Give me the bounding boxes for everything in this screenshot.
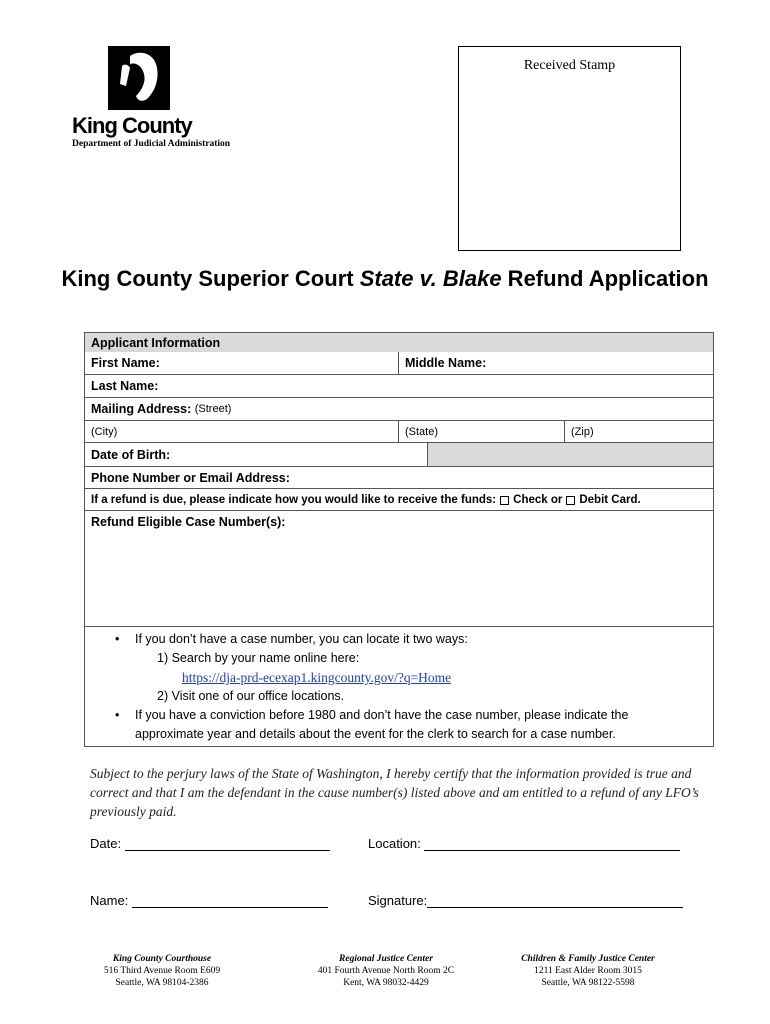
location-field[interactable] — [368, 836, 680, 851]
footer-address-line: 516 Third Avenue Room E609 — [103, 966, 221, 976]
dob-field[interactable] — [85, 443, 427, 466]
debit-card-checkbox[interactable] — [566, 496, 575, 505]
title-prefix: King County Superior Court — [61, 266, 360, 291]
section-heading-row — [85, 333, 713, 352]
footer-address-line: 1211 East Alder Room 3015 — [534, 966, 642, 976]
stamp-label: Received Stamp — [523, 58, 616, 73]
mailing-address-row — [85, 397, 713, 420]
zip-field[interactable] — [564, 421, 713, 442]
help-step-1: 1) Search by your name online here: — [157, 651, 360, 665]
check-checkbox[interactable] — [500, 496, 509, 505]
name-label: Name: — [90, 893, 129, 908]
first-name-label: First Name: — [91, 356, 160, 370]
help-bullet-2-continued: approximate year and details about the event for the clerk to search for a case number. — [135, 727, 616, 741]
contact-field[interactable] — [85, 467, 713, 488]
city-hint: (City) — [91, 425, 118, 438]
case-numbers-label: Refund Eligible Case Number(s): — [91, 515, 286, 529]
last-name-label: Last Name: — [91, 379, 159, 393]
page-title — [0, 266, 770, 292]
date-field[interactable] — [90, 836, 330, 851]
location-label: Location: — [368, 836, 421, 851]
title-italic: State v. Blake — [359, 266, 502, 291]
debit-card-option-label: Debit Card. — [579, 493, 641, 506]
help-bullet-1: • If you don’t have a case number, you can locate it two ways: — [85, 630, 713, 649]
signature-line — [427, 894, 683, 908]
footer-family-justice-center — [488, 953, 688, 989]
department-name: Department of Judicial Administration — [72, 139, 231, 149]
help-step-2: 2) Visit one of our office locations. — [157, 689, 345, 703]
location-line — [424, 837, 680, 851]
footer-city-line: Seattle, WA 98104-2386 — [115, 978, 209, 988]
contact-row — [85, 466, 713, 488]
refund-method-row — [85, 488, 713, 510]
zip-hint: (Zip) — [571, 425, 594, 438]
footer-city-line: Kent, WA 98032-4429 — [343, 978, 429, 988]
dob-label: Date of Birth: — [91, 447, 171, 462]
state-hint: (State) — [405, 425, 439, 438]
title-suffix: Refund Application — [501, 266, 709, 291]
name-line — [132, 894, 328, 908]
street-hint: (Street) — [194, 403, 232, 415]
perjury-statement: Subject to the perjury laws of the State of Washington, I hereby certify that the information provided is true and correct and that I am the defendant in the cause number(s) listed above and am entitled to a refund of any LFO’s previously paid. — [90, 766, 699, 819]
case-search-link[interactable]: https://dja-prd-ecexap1.kingcounty.gov/?q=Home — [182, 670, 452, 685]
footer-city-line: Seattle, WA 98122-5598 — [541, 978, 635, 988]
dob-row — [85, 442, 713, 466]
state-field[interactable] — [398, 421, 564, 442]
refund-method-prompt: If a refund is due, please indicate how you would like to receive the funds: — [91, 493, 497, 506]
applicant-form — [84, 332, 714, 747]
king-county-logo-mark — [108, 46, 170, 110]
last-name-row — [85, 374, 713, 397]
case-numbers-field[interactable] — [85, 511, 713, 626]
name-row — [85, 352, 713, 374]
king-county-logo-text: King County — [72, 113, 192, 138]
date-label: Date: — [90, 836, 122, 851]
footer-location-name: Children & Family Justice Center — [521, 954, 655, 964]
footer-location-name: Regional Justice Center — [339, 954, 433, 964]
section-heading: Applicant Information — [91, 335, 221, 350]
middle-name-label: Middle Name: — [405, 356, 487, 370]
footer-courthouse — [62, 953, 262, 989]
street-field[interactable] — [85, 398, 713, 420]
city-state-zip-row — [85, 420, 713, 442]
last-name-field[interactable] — [85, 375, 713, 397]
date-line — [125, 837, 330, 851]
city-field[interactable] — [85, 421, 398, 442]
refund-method-cell — [85, 489, 713, 510]
dob-shaded-cell — [427, 443, 713, 466]
case-numbers-row — [85, 510, 713, 626]
footer-location-name: King County Courthouse — [112, 954, 212, 964]
check-option-label: Check or — [513, 493, 563, 506]
name-field[interactable] — [90, 893, 328, 908]
footer-address-line: 401 Fourth Avenue North Room 2C — [317, 966, 455, 976]
contact-label: Phone Number or Email Address: — [91, 470, 290, 485]
footer-regional-justice-center — [286, 953, 486, 989]
case-number-help — [85, 626, 713, 746]
middle-name-field[interactable] — [398, 352, 713, 374]
signature-label: Signature: — [368, 893, 428, 908]
help-bullet-2: • If you have a conviction before 1980 and don’t have the case number, please indicate the — [85, 706, 713, 725]
first-name-field[interactable] — [85, 352, 398, 374]
mailing-address-label: Mailing Address: — [91, 402, 192, 416]
received-stamp-box — [458, 46, 681, 251]
signature-field[interactable] — [368, 893, 683, 908]
